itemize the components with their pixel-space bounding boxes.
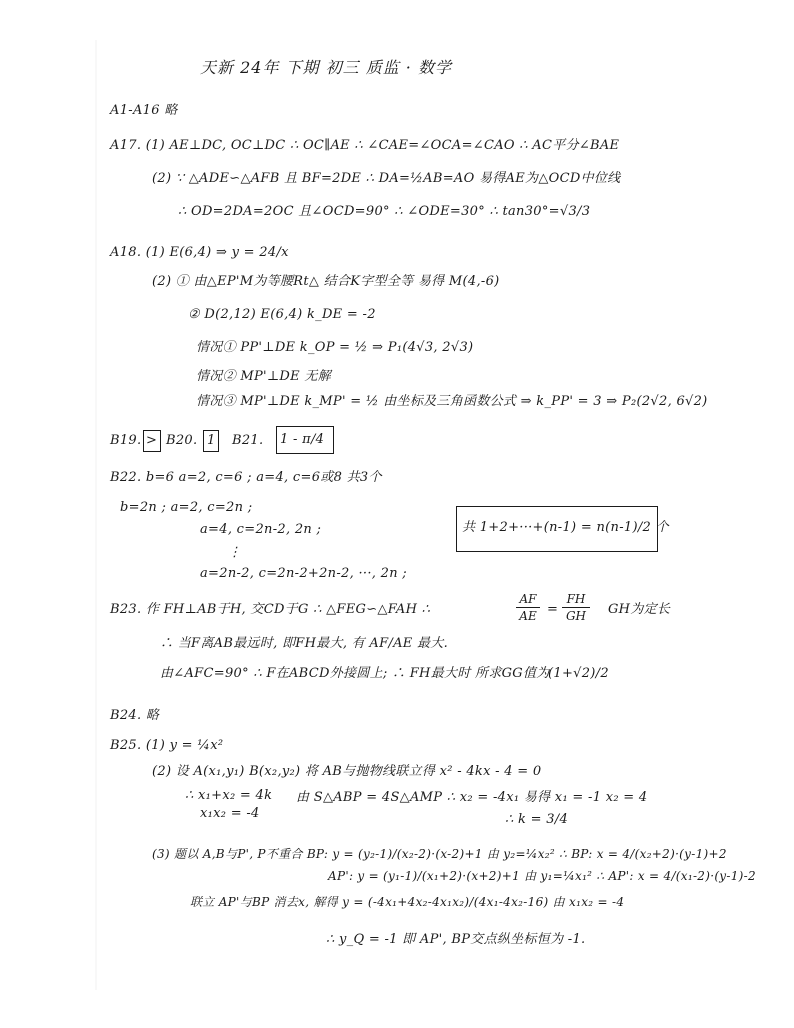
b22-line4: ⋮ [228, 545, 242, 560]
b23-line1: B23. 作 FH⊥AB于H, 交CD于G ∴ △FEG∽△FAH ∴ [110, 602, 431, 617]
b23-line3: 由∠AFC=90° ∴ F在ABCD外接圆上; ∴ FH最大时 所求GG值为 [160, 666, 550, 681]
b19-label: B19. [110, 433, 142, 448]
a18-case1: 情况① PP'⊥DE k_OP = ½ ⇒ P₁(4√3, 2√3) [196, 340, 474, 355]
b25-line6: AP': y = (y₁-1)/(x₁+2)·(x+2)+1 由 y₁=¼x₁² ∴ AP': x = 4/(x₁-2)·(y-1)-2 [328, 869, 756, 883]
b23-frac2-numerator: FH [566, 592, 586, 606]
b22-line2: b=2n ; a=2, c=2n ; [120, 500, 253, 515]
b25-line3b: x₁x₂ = -4 [200, 806, 260, 821]
b23-frac2-denominator: GH [565, 609, 587, 623]
a18-line2: (2) ① 由△EP'M为等腰Rt△ 结合K字型全等 易得 M(4,-6) [152, 274, 500, 289]
b23-gh-note: GH为定长 [608, 602, 671, 617]
b24-note: B24. 略 [110, 708, 160, 723]
b23-line2: ∴ 当F离AB最远时, 即FH最大, 有 AF/AE 最大. [160, 636, 449, 651]
b23-answer: (1+√2)/2 [548, 666, 609, 681]
b25-line4: ∴ k = 3/4 [505, 812, 569, 827]
b25-line5: (3) 题以 A,B与P', P不重合 BP: y = (y₂-1)/(x₂-2)·(x-2)+1 由 y₂=¼x₂² ∴ BP: x = 4/(x₂+2)·(y-1)+2 [152, 847, 727, 861]
b25-line2: (2) 设 A(x₁,y₁) B(x₂,y₂) 将 AB与抛物线联立得 x² - 4kx - 4 = 0 [152, 764, 542, 779]
b21-answer: 1 - π/4 [280, 432, 325, 447]
b21-label: B21. [232, 433, 264, 448]
a18-case3: 情况③ MP'⊥DE k_MP' = ½ 由坐标及三角函数公式 ⇒ k_PP' = 3 ⇒ P₂(2√2, 6√2) [196, 394, 708, 409]
b19-answer: > [146, 433, 158, 448]
a17-line1: A17. (1) AE⊥DC, OC⊥DC ∴ OC∥AE ∴ ∠CAE=∠OCA=∠CAO ∴ AC平分∠BAE [110, 138, 620, 153]
b23-frac1-denominator: AE [519, 609, 537, 623]
a18-line3: ② D(2,12) E(6,4) k_DE = -2 [188, 307, 376, 322]
a18-case2: 情况② MP'⊥DE 无解 [196, 369, 331, 384]
b25-line3a: ∴ x₁+x₂ = 4k [185, 788, 273, 803]
b25-line8: ∴ y_Q = -1 即 AP', BP交点纵坐标恒为 -1. [326, 932, 586, 947]
page-title: 天新 24年 下期 初三 质监 · 数学 [200, 58, 452, 77]
b23-frac1-numerator: AF [519, 592, 537, 606]
b20-answer: 1 [207, 433, 216, 448]
b23-equals: = [547, 602, 559, 617]
a1-a16-note: A1-A16 略 [110, 103, 178, 118]
b22-sum-text: 共 1+2+···+(n-1) = n(n-1)/2 个 [462, 520, 669, 535]
b25-line7: 联立 AP'与BP 消去x, 解得 y = (-4x₁+4x₂-4x₁x₂)/(4x₁-4x₂-16) 由 x₁x₂ = -4 [190, 895, 625, 909]
b22-line5: a=2n-2, c=2n-2+2n-2, ···, 2n ; [200, 566, 407, 581]
b25-line3c: 由 S△ABP = 4S△AMP ∴ x₂ = -4x₁ 易得 x₁ = -1 x₂ = 4 [296, 790, 648, 805]
a17-line2: (2) ∵ △ADE∽△AFB 且 BF=2DE ∴ DA=½AB=AO 易得AE为△OCD中位线 [152, 171, 621, 186]
b25-line1: B25. (1) y = ¼x² [110, 738, 224, 753]
b22-line1: B22. b=6 a=2, c=6 ; a=4, c=6或8 共3个 [110, 470, 382, 485]
a17-line3: ∴ OD=2DA=2OC 且∠OCD=90° ∴ ∠ODE=30° ∴ tan30°=√3/3 [178, 204, 591, 219]
b22-line3: a=4, c=2n-2, 2n ; [200, 522, 322, 537]
b20-label: B20. [166, 433, 198, 448]
a18-line1: A18. (1) E(6,4) ⇒ y = 24/x [110, 245, 289, 260]
